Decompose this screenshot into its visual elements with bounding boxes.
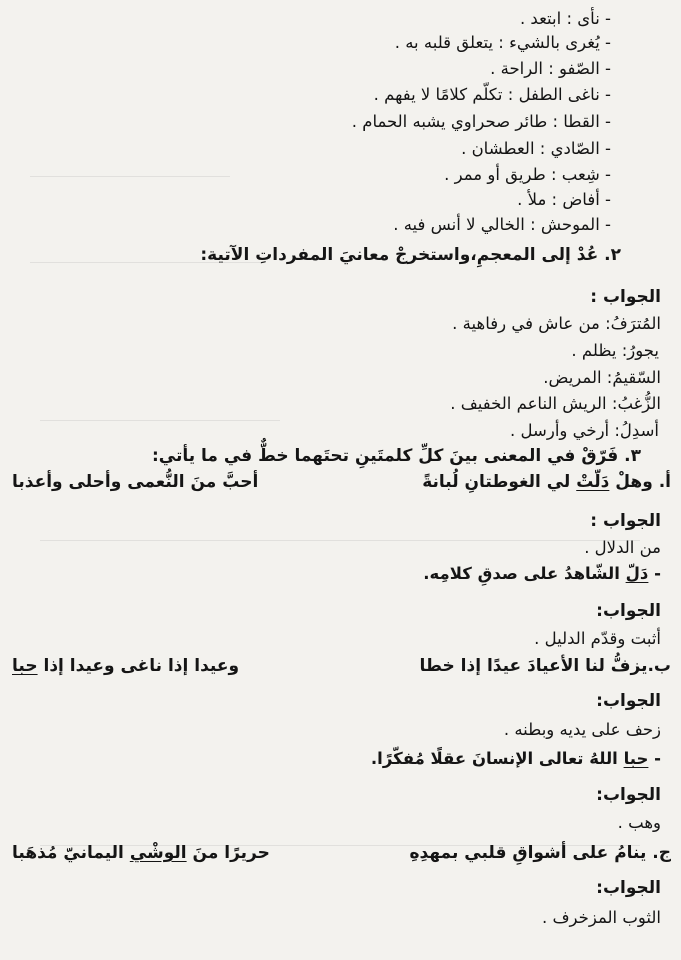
q2-answer: السّقيمُ: المريض. <box>543 368 661 387</box>
bleed-line <box>30 176 230 177</box>
q2-answer: المُترَفُ: من عاش في رفاهية . <box>452 314 661 333</box>
question-3: ٣. فَرّقْ في المعنى بينَ كلِّ كلمتَينِ تحتَهما خطٌّ في ما يأتي: <box>151 446 641 466</box>
verse-a-first-hemistich: أ. وهلْ دَلّتْ لي الغوطتانِ لُبانةً <box>422 472 671 492</box>
answer-text: أثبت وقدّم الدليل . <box>534 629 661 648</box>
q2-answer: أسدِلُ: أرخي وأرسل . <box>510 421 659 440</box>
answer-label: الجواب : <box>590 287 661 307</box>
answer-text: زحف على يديه وبطنه . <box>503 720 661 739</box>
bleed-line <box>40 540 640 541</box>
answer-label: الجواب: <box>596 691 661 711</box>
q2-answer: يجورُ: يظلم . <box>571 341 659 360</box>
bleed-line <box>40 420 280 421</box>
underlined-word: حبا <box>12 656 38 676</box>
question-2: ٢. عُدْ إلى المعجمِ،واستخرجْ معانيَ المفرداتِ الآتية: <box>200 245 621 265</box>
verse-c-first-hemistich: ج. ينامُ على أشواقِ قلبي بمهدِهِ <box>409 843 671 863</box>
answer-label: الجواب: <box>596 601 661 621</box>
q2-answer: الزُّغبُ: الريش الناعم الخفيف . <box>450 394 661 413</box>
answer-label: الجواب: <box>596 878 661 898</box>
example-sentence: - دَلّ الشّاهدُ على صدقِ كلامِه. <box>423 564 661 583</box>
vocab-line: - الصّفو : الراحة . <box>490 59 611 78</box>
underlined-word: الوشْي <box>129 843 187 863</box>
vocab-line: - شِعب : طريق أو ممر . <box>444 165 611 184</box>
verse-a-second-hemistich: أحبَّ منَ النُّعمى وأحلى وأعذبا <box>12 472 259 492</box>
vocab-line: - يُغرى بالشيء : يتعلق قلبه به . <box>394 33 611 52</box>
answer-label: الجواب : <box>590 511 661 531</box>
answer-text: وهب . <box>617 813 661 832</box>
example-sentence: - حبا اللهُ تعالى الإنسانَ عقلًا مُفكّرًا. <box>370 749 661 768</box>
underlined-word: دَلّتْ <box>576 472 610 492</box>
vocab-line: - ناغى الطفل : تكلّم كلامًا لا يفهم . <box>373 85 611 104</box>
underlined-word: حبا <box>623 749 649 768</box>
verse-b-second-hemistich: وعيدا إذا ناغى وعيدا إذا حبا <box>12 656 240 676</box>
answer-text: الثوب المزخرف . <box>541 908 661 927</box>
answer-label: الجواب: <box>596 785 661 805</box>
vocab-line: - الصّادي : العطشان . <box>461 139 611 158</box>
verse-b <box>12 655 671 677</box>
underlined-word: دَلّ <box>625 564 649 583</box>
vocab-line: - الموحش : الخالي لا أنس فيه . <box>393 215 611 234</box>
verse-c <box>12 842 671 864</box>
answer-text: من الدلال . <box>584 538 661 557</box>
verse-b-first-hemistich: ب.يزفُّ لنا الأعيادَ عيدًا إذا خطا <box>419 656 671 676</box>
verse-a <box>12 471 671 493</box>
vocab-line: - أفاض : ملأ . <box>517 190 611 209</box>
vocab-line: - نأى : ابتعد . <box>519 9 611 28</box>
vocab-line: - القطا : طائر صحراوي يشبه الحمام . <box>351 112 611 131</box>
verse-c-second-hemistich: حريرًا منَ الوشْي اليمانيّ مُذهَبا <box>12 843 270 863</box>
